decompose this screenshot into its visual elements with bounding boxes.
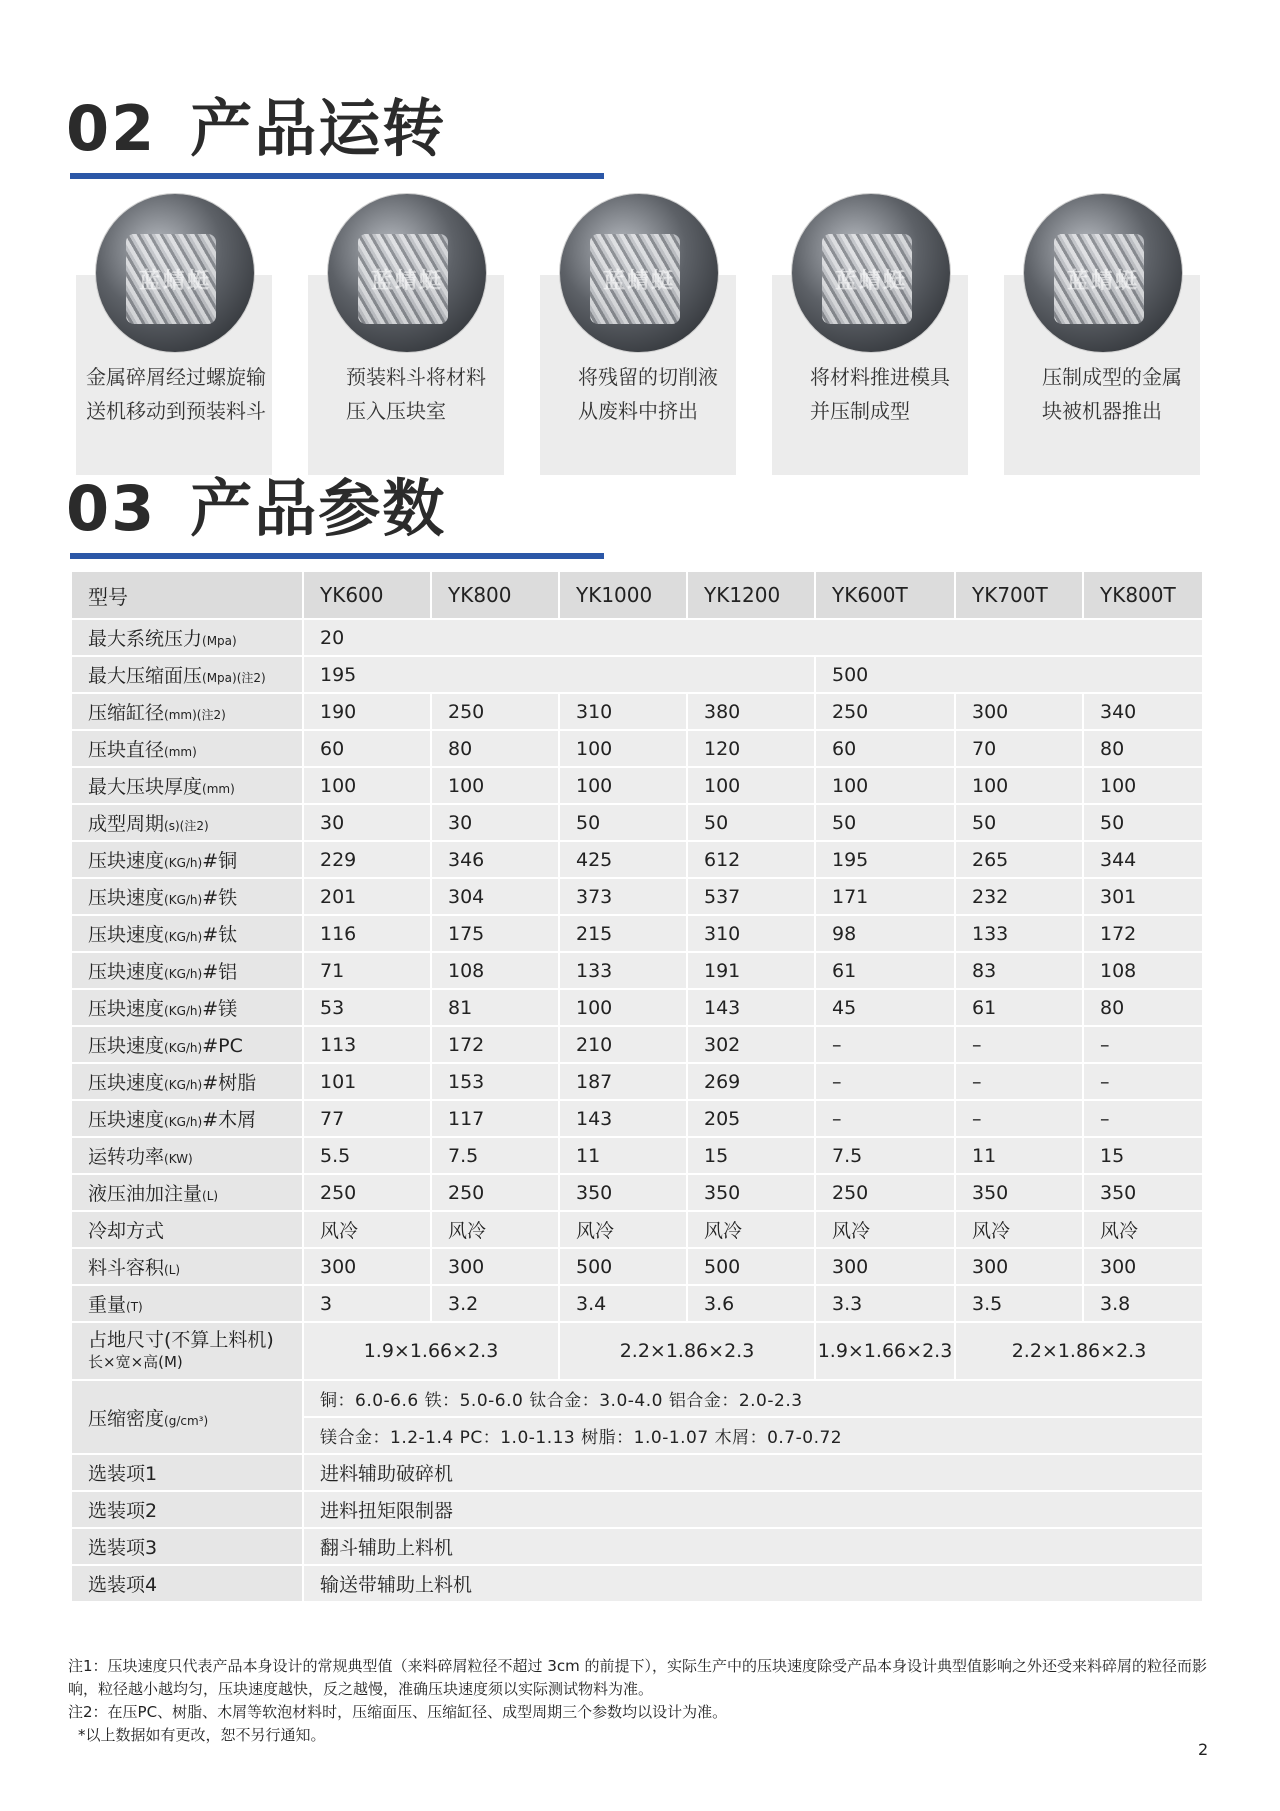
row-label	[71, 619, 303, 656]
row-material: #铁	[202, 887, 238, 909]
table-row	[71, 915, 1203, 952]
value-cell: 201	[303, 878, 431, 915]
row-label	[71, 989, 303, 1026]
row-label-text: 最大系统压力	[88, 628, 203, 650]
table-row	[71, 878, 1203, 915]
value-cell: 300	[1083, 1248, 1203, 1285]
model-header: YK800	[431, 571, 559, 619]
value-cell: 风冷	[815, 1211, 955, 1248]
value-cell: –	[955, 1100, 1083, 1137]
row-unit: (s)	[164, 819, 180, 833]
row-label	[71, 1380, 303, 1454]
row-label-text: 重量	[88, 1294, 127, 1316]
row-label-text: 压块速度	[88, 961, 165, 983]
value-cell: 101	[303, 1063, 431, 1100]
value-cell: 60	[815, 730, 955, 767]
row-label-text: 压块直径	[88, 739, 165, 761]
watermark: 蓝蜻蜓	[834, 269, 907, 294]
value-cell: 50	[687, 804, 815, 841]
row-unit: (KG/h)	[164, 967, 203, 981]
value-cell: 250	[815, 693, 955, 730]
section-number: 03	[66, 472, 157, 545]
value-cell: 53	[303, 989, 431, 1026]
process-step	[772, 190, 972, 475]
step-photo	[96, 194, 254, 352]
value-cell: 50	[559, 804, 687, 841]
watermark: 蓝蜻蜓	[370, 269, 443, 294]
value-cell: 81	[431, 989, 559, 1026]
value-cell: 风冷	[1083, 1211, 1203, 1248]
value-cell: 风冷	[431, 1211, 559, 1248]
value-cell: 30	[431, 804, 559, 841]
value-cell: 346	[431, 841, 559, 878]
value-cell: 3.6	[687, 1285, 815, 1322]
option-label: 选装项3	[71, 1528, 303, 1565]
table-row	[71, 1454, 1203, 1491]
value-cell: 120	[687, 730, 815, 767]
row-unit: (L)	[164, 1263, 181, 1277]
value-cell: 50	[1083, 804, 1203, 841]
value-cell: –	[1083, 1100, 1203, 1137]
value-cell: 60	[303, 730, 431, 767]
footnote-2: 注2：在压PC、树脂、木屑等软泡材料时，压缩面压、压缩缸径、成型周期三个参数均以设计为准。	[68, 1703, 728, 1721]
value-cell: 175	[431, 915, 559, 952]
footnote-disclaimer: *以上数据如有更改，恕不另行通知。	[78, 1726, 326, 1744]
table-row	[71, 1565, 1203, 1602]
row-note: (注2)	[196, 708, 226, 722]
model-header: YK1200	[687, 571, 815, 619]
value-cell: 210	[559, 1026, 687, 1063]
value-cell: 117	[431, 1100, 559, 1137]
model-header: YK800T	[1083, 571, 1203, 619]
value-cell: 98	[815, 915, 955, 952]
table-row	[71, 1063, 1203, 1100]
value-cell: 3	[303, 1285, 431, 1322]
value-cell: 风冷	[955, 1211, 1083, 1248]
value-cell: 380	[687, 693, 815, 730]
row-label	[71, 1063, 303, 1100]
row-label-text: 料斗容积	[88, 1257, 165, 1279]
watermark: 蓝蜻蜓	[138, 269, 211, 294]
row-material: #钛	[202, 924, 238, 946]
value-cell: 100	[1083, 767, 1203, 804]
row-label-text: 压缩缸径	[88, 702, 165, 724]
row-unit: (T)	[126, 1300, 143, 1314]
row-unit: (mm)	[164, 745, 197, 759]
value-cell: 71	[303, 952, 431, 989]
row-label	[71, 952, 303, 989]
row-label-text: 冷却方式	[88, 1220, 165, 1242]
value-cell: 100	[559, 989, 687, 1026]
row-label	[71, 1322, 303, 1380]
row-label	[71, 1026, 303, 1063]
row-label	[71, 656, 303, 693]
value-cell: 100	[559, 767, 687, 804]
row-unit: (KG/h)	[164, 1115, 203, 1129]
value-cell: 195	[303, 656, 815, 693]
title-underline	[70, 553, 604, 559]
value-cell: 195	[815, 841, 955, 878]
value-cell: 143	[559, 1100, 687, 1137]
row-material: #PC	[202, 1035, 243, 1057]
footprint-label-1: 占地尺寸(不算上料机)	[88, 1329, 274, 1351]
value-cell: 171	[815, 878, 955, 915]
row-note: (注2)	[236, 671, 266, 685]
value-cell: 100	[815, 767, 955, 804]
table-row	[71, 1491, 1203, 1528]
step-caption: 将残留的切削液从废料中挤出	[578, 365, 718, 423]
watermark: 蓝蜻蜓	[602, 269, 675, 294]
value-cell: 133	[955, 915, 1083, 952]
step-caption: 压制成型的金属块被机器推出	[1042, 365, 1182, 423]
row-unit: (KW)	[164, 1152, 193, 1166]
row-note: (注2)	[179, 819, 209, 833]
row-material: #镁	[202, 998, 238, 1020]
density-unit: (g/cm³)	[164, 1413, 209, 1428]
page-number: 2	[1198, 1740, 1209, 1759]
step-photo	[328, 194, 486, 352]
section-title-operation	[66, 92, 447, 165]
step-caption: 将材料推进模具并压制成型	[810, 365, 950, 423]
row-unit: (mm)	[164, 708, 197, 722]
value-cell: 172	[431, 1026, 559, 1063]
value-cell: 232	[955, 878, 1083, 915]
table-row	[71, 656, 1203, 693]
option-label: 选装项2	[71, 1491, 303, 1528]
table-row	[71, 804, 1203, 841]
watermark: 蓝蜻蜓	[1066, 269, 1139, 294]
value-cell: 108	[1083, 952, 1203, 989]
density-line-1: 铜：6.0-6.6 铁：5.0-6.0 钛合金：3.0-4.0 铝合金：2.0-2.3	[303, 1380, 1203, 1417]
value-cell: 80	[1083, 730, 1203, 767]
value-cell: 250	[815, 1174, 955, 1211]
option-value: 输送带辅助上料机	[303, 1565, 1203, 1602]
row-unit: (Mpa)	[202, 671, 237, 685]
process-step	[76, 190, 276, 475]
value-cell: 113	[303, 1026, 431, 1063]
footnote-1: 注1：压块速度只代表产品本身设计的常规典型值（来料碎屑粒径不超过 3cm 的前提下），实际生产中的压块速度除受产品本身设计典型值影响之外还受来料碎屑的粒径而影响，粒径越小越均匀，压块速度越快，反之越慢，准确压块速度须以实际测试物料为准。	[68, 1657, 1207, 1698]
density-label: 压缩密度	[88, 1407, 165, 1430]
header-label: 型号	[71, 571, 303, 619]
footprint-value: 1.9×1.66×2.3	[303, 1322, 559, 1380]
model-header: YK600T	[815, 571, 955, 619]
row-label	[71, 804, 303, 841]
value-cell: 191	[687, 952, 815, 989]
density-line-2: 镁合金：1.2-1.4 PC：1.0-1.13 树脂：1.0-1.07 木屑：0.7-0.72	[303, 1417, 1203, 1454]
value-cell: 300	[431, 1248, 559, 1285]
value-cell: 100	[431, 767, 559, 804]
table-row	[71, 1528, 1203, 1565]
process-step	[540, 190, 740, 475]
value-cell: 100	[303, 767, 431, 804]
row-label-text: 运转功率	[88, 1146, 165, 1168]
step-photo	[560, 194, 718, 352]
row-unit: (KG/h)	[164, 1004, 203, 1018]
value-cell: 537	[687, 878, 815, 915]
value-cell: 172	[1083, 915, 1203, 952]
spec-table	[70, 570, 1204, 1603]
row-label-text: 压块速度	[88, 998, 165, 1020]
row-label	[71, 767, 303, 804]
row-label	[71, 841, 303, 878]
row-label	[71, 1100, 303, 1137]
value-cell: 100	[559, 730, 687, 767]
value-cell: 310	[687, 915, 815, 952]
value-cell: 190	[303, 693, 431, 730]
row-label	[71, 1285, 303, 1322]
value-cell: 5.5	[303, 1137, 431, 1174]
row-label-text: 压块速度	[88, 887, 165, 909]
value-cell: 3.3	[815, 1285, 955, 1322]
process-step	[308, 190, 508, 475]
table-row	[71, 767, 1203, 804]
value-cell: 30	[303, 804, 431, 841]
row-label-text: 液压油加注量	[88, 1183, 203, 1205]
value-cell: 340	[1083, 693, 1203, 730]
row-label	[71, 1174, 303, 1211]
row-label-text: 压块速度	[88, 924, 165, 946]
row-label-text: 最大压块厚度	[88, 776, 203, 798]
row-unit: (mm)	[202, 782, 235, 796]
row-material: #树脂	[202, 1072, 257, 1094]
value-cell: 7.5	[815, 1137, 955, 1174]
row-material: #铝	[202, 961, 238, 983]
value-cell: 11	[559, 1137, 687, 1174]
value-cell: –	[955, 1063, 1083, 1100]
row-label-text: 最大压缩面压	[88, 665, 203, 687]
table-row	[71, 952, 1203, 989]
step-caption: 预装料斗将材料压入压块室	[346, 365, 486, 423]
value-cell: 265	[955, 841, 1083, 878]
value-cell: –	[815, 1026, 955, 1063]
table-header-row	[71, 571, 1203, 619]
row-unit: (KG/h)	[164, 1078, 203, 1092]
value-cell: 80	[1083, 989, 1203, 1026]
row-label	[71, 878, 303, 915]
row-label-text: 成型周期	[88, 813, 165, 835]
model-header: YK600	[303, 571, 431, 619]
value-cell: 116	[303, 915, 431, 952]
value-cell: –	[815, 1100, 955, 1137]
section-heading: 产品参数	[190, 472, 447, 545]
value-cell: 风冷	[687, 1211, 815, 1248]
row-label-text: 压块速度	[88, 1109, 165, 1131]
table-row	[71, 989, 1203, 1026]
value-cell: 风冷	[303, 1211, 431, 1248]
value-cell: 300	[955, 1248, 1083, 1285]
value-cell: 500	[559, 1248, 687, 1285]
section-heading: 产品运转	[190, 92, 447, 165]
table-row	[71, 1137, 1203, 1174]
row-unit: (KG/h)	[164, 856, 203, 870]
row-unit: (KG/h)	[164, 930, 203, 944]
value-cell: 3.4	[559, 1285, 687, 1322]
option-label: 选装项4	[71, 1565, 303, 1602]
value-cell: 304	[431, 878, 559, 915]
value-cell: 373	[559, 878, 687, 915]
value-cell: 11	[955, 1137, 1083, 1174]
table-row	[71, 1322, 1203, 1380]
value-cell: 350	[559, 1174, 687, 1211]
value-cell: 302	[687, 1026, 815, 1063]
step-photo	[1024, 194, 1182, 352]
value-cell: 250	[431, 1174, 559, 1211]
value-cell: 344	[1083, 841, 1203, 878]
row-label-text: 压块速度	[88, 850, 165, 872]
value-cell: 300	[303, 1248, 431, 1285]
step-photo	[792, 194, 950, 352]
footprint-value: 2.2×1.86×2.3	[955, 1322, 1203, 1380]
value-cell: 50	[955, 804, 1083, 841]
value-cell: 187	[559, 1063, 687, 1100]
value-cell: 215	[559, 915, 687, 952]
title-underline	[70, 173, 604, 179]
row-label	[71, 730, 303, 767]
spec-table-body	[71, 571, 1203, 1602]
row-unit: (KG/h)	[164, 893, 203, 907]
value-cell: 3.5	[955, 1285, 1083, 1322]
value-cell: 300	[955, 693, 1083, 730]
value-cell: 350	[955, 1174, 1083, 1211]
process-steps	[76, 190, 1206, 475]
value-cell: –	[815, 1063, 955, 1100]
value-cell: 229	[303, 841, 431, 878]
value-cell: 250	[431, 693, 559, 730]
table-row	[71, 619, 1203, 656]
option-label: 选装项1	[71, 1454, 303, 1491]
value-cell: 45	[815, 989, 955, 1026]
value-cell: 143	[687, 989, 815, 1026]
section-title-params	[66, 472, 447, 545]
value-cell: –	[1083, 1026, 1203, 1063]
table-row	[71, 1026, 1203, 1063]
row-material: #木屑	[202, 1109, 257, 1131]
value-cell: 100	[687, 767, 815, 804]
value-cell: 500	[815, 656, 1203, 693]
value-cell: 108	[431, 952, 559, 989]
row-unit: (Mpa)	[202, 634, 237, 648]
value-cell: 风冷	[559, 1211, 687, 1248]
value-cell: 83	[955, 952, 1083, 989]
table-row	[71, 1380, 1203, 1417]
value-cell: 250	[303, 1174, 431, 1211]
row-unit: (KG/h)	[164, 1041, 203, 1055]
table-row	[71, 1285, 1203, 1322]
table-row	[71, 1100, 1203, 1137]
row-material: #铜	[202, 850, 238, 872]
row-label	[71, 1248, 303, 1285]
table-row	[71, 693, 1203, 730]
value-cell: 425	[559, 841, 687, 878]
value-cell: 269	[687, 1063, 815, 1100]
table-row	[71, 841, 1203, 878]
value-cell: 153	[431, 1063, 559, 1100]
value-cell: –	[955, 1026, 1083, 1063]
table-row	[71, 1248, 1203, 1285]
value-cell: 301	[1083, 878, 1203, 915]
step-caption: 金属碎屑经过螺旋输送机移动到预装料斗	[86, 365, 266, 423]
value-cell: 61	[815, 952, 955, 989]
value-cell: 3.8	[1083, 1285, 1203, 1322]
value-cell: 15	[1083, 1137, 1203, 1174]
value-cell: 70	[955, 730, 1083, 767]
row-label	[71, 1137, 303, 1174]
row-label	[71, 915, 303, 952]
value-cell: 80	[431, 730, 559, 767]
section-number: 02	[66, 92, 157, 165]
value-cell: 500	[687, 1248, 815, 1285]
option-value: 翻斗辅助上料机	[303, 1528, 1203, 1565]
row-label	[71, 1211, 303, 1248]
footprint-label-2: 长×宽×高(M)	[88, 1353, 183, 1371]
footnotes	[68, 1655, 1208, 1747]
option-value: 进料扭矩限制器	[303, 1491, 1203, 1528]
table-row	[71, 1174, 1203, 1211]
row-label	[71, 693, 303, 730]
option-value: 进料辅助破碎机	[303, 1454, 1203, 1491]
value-cell: 205	[687, 1100, 815, 1137]
value-cell: 612	[687, 841, 815, 878]
footprint-value: 2.2×1.86×2.3	[559, 1322, 815, 1380]
value-cell: 100	[955, 767, 1083, 804]
row-label-text: 压块速度	[88, 1072, 165, 1094]
value-cell: 77	[303, 1100, 431, 1137]
value-cell: 310	[559, 693, 687, 730]
value-cell: 300	[815, 1248, 955, 1285]
value-cell: 350	[1083, 1174, 1203, 1211]
table-row	[71, 1211, 1203, 1248]
value-cell: 50	[815, 804, 955, 841]
footprint-value: 1.9×1.66×2.3	[815, 1322, 955, 1380]
value-cell: 15	[687, 1137, 815, 1174]
row-label-text: 压块速度	[88, 1035, 165, 1057]
value-cell: –	[1083, 1063, 1203, 1100]
process-step	[1004, 190, 1204, 475]
value-cell: 7.5	[431, 1137, 559, 1174]
value-cell: 20	[303, 619, 1203, 656]
value-cell: 61	[955, 989, 1083, 1026]
value-cell: 350	[687, 1174, 815, 1211]
model-header: YK1000	[559, 571, 687, 619]
row-unit: (L)	[202, 1189, 219, 1203]
value-cell: 133	[559, 952, 687, 989]
table-row	[71, 730, 1203, 767]
value-cell: 3.2	[431, 1285, 559, 1322]
model-header: YK700T	[955, 571, 1083, 619]
